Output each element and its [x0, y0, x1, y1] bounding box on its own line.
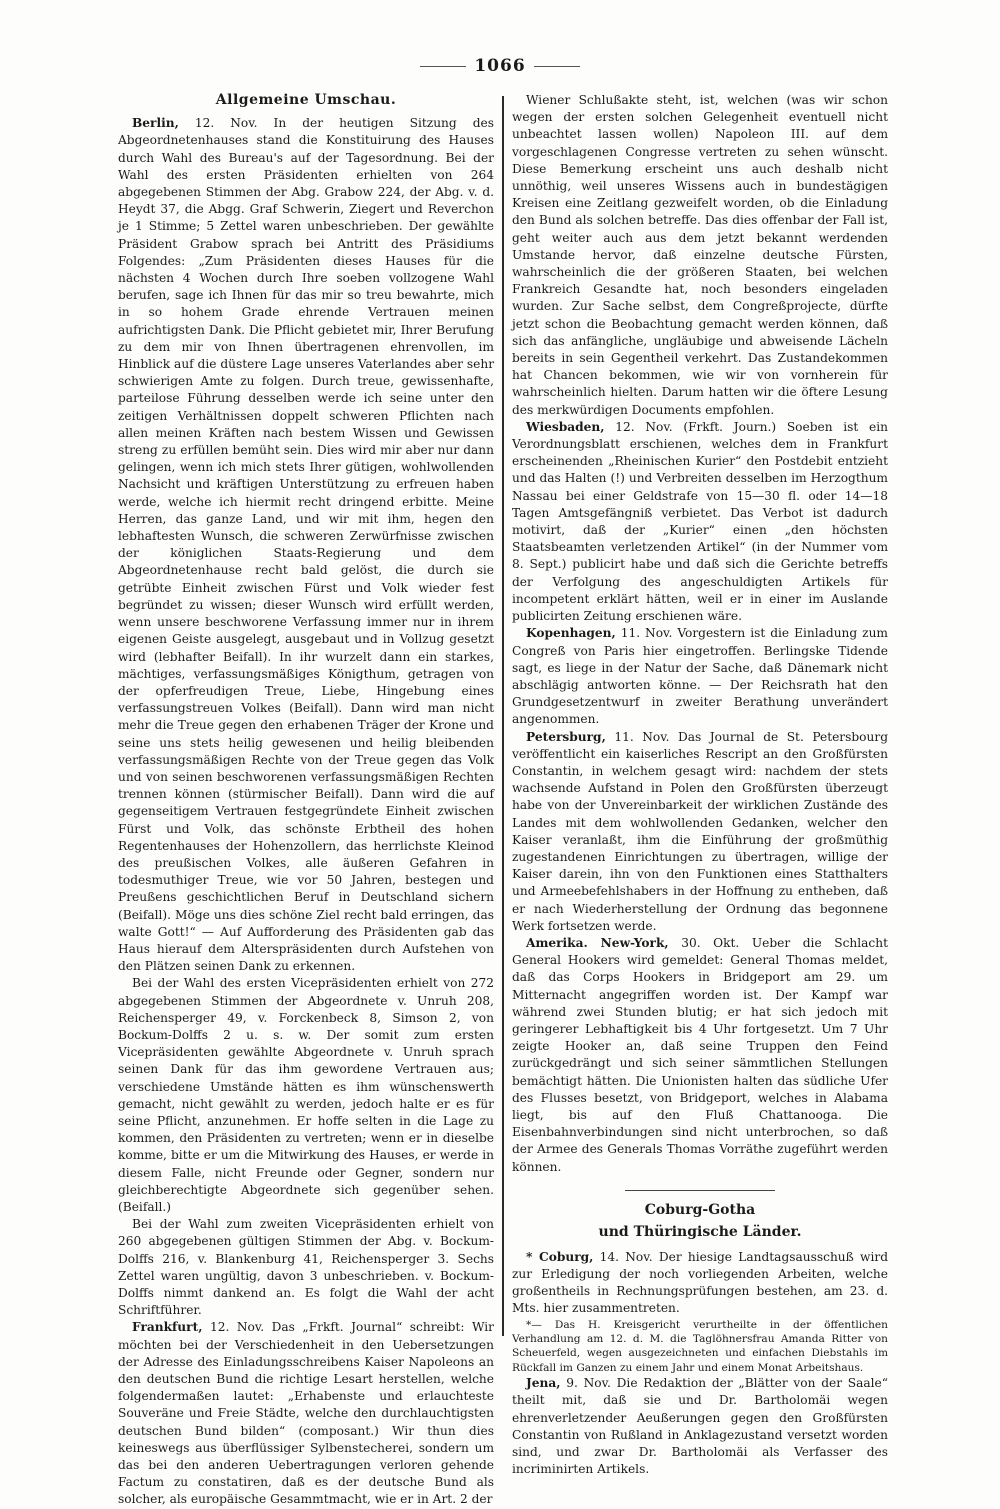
section-divider	[625, 1190, 775, 1191]
dateline: Berlin,	[132, 116, 179, 131]
regional-article-list	[512, 1249, 888, 1479]
paragraph-text: Wiener Schlußakte steht, ist, welchen (was wir schon wegen der ersten solchen Gelegenheit eventuell nicht unbeachtet lassen wollen) Napoleon III. auf dem vorgeschlagenen Congresse vertreten zu sehen wünscht. Diese Bemerkung erscheint uns auch deshalb nicht unnöthig, weil unseres Wissens auch in bundestägigen Kreisen eine Zeitlang gezweifelt worden, ob die Einladung den Bund als solchen betreffe. Das dies offenbar der Fall ist, geht weiter auch aus dem jetzt bekannt werdenden Umstande hervor, daß einzelne deutsche Fürsten, wahrscheinlich die der größeren Staaten, bei welchen Frankreich Gesandte hat, noch besonders eingeladen wurden. Zur Sache selbst, dem Congreßprojecte, dürfte jetzt schon die Beobachtung gemacht werden können, daß sich das anfängliche, ungläubige und abweisende Lächeln bereits in sein Gegentheil verkehrt. Das Zustandekommen hat Chancen bekommen, wie wir von vornherein für wahrscheinlich hielten. Darum hatten wir die öftere Lesung des merkwürdigen Documents empfohlen.	[512, 93, 888, 417]
region-heading-line-2: und Thüringische Länder.	[598, 1223, 802, 1240]
article-paragraph	[512, 92, 888, 419]
article-paragraph	[512, 935, 888, 1176]
column-rule	[502, 96, 504, 1336]
dateline: Petersburg,	[526, 729, 606, 744]
paragraph-text: 11. Nov. Das Journal de St. Petersbourg veröffentlicht ein kaiserliches Rescript an den Großfürsten Constantin, in welchem gesagt wird: nachdem der stets wachsende Aufstand in Polen den Großfürsten überzeugt habe von der Unvereinbarkeit der wirklichen Zustände des Landes mit dem wohlwollenden Gedanken, welcher den Kaiser veranlaßt, ihm die Einführung der großmüthig zugestandenen Einrichtungen zu übertragen, willige der Kaiser darein, ihn von den Funktionen eines Statthalters und Armeebefehlshabers in der Hoffnung zu entheben, daß er nach Wiederherstellung der Ordnung das begonnene Werk fortsetzen werde.	[512, 729, 888, 933]
dateline: Amerika. New-York,	[526, 935, 669, 950]
paragraph-text: 9. Nov. Die Redaktion der „Blätter von der Saale“ theilt mit, daß sie und Dr. Bartholomäi wegen ehrenverletzender Aeußerungen gegen den Großfürsten Constantin von Rußland in Anklagezustand versetzt worden sind, und zwar Dr. Bartholomäi als Verfasser des incriminirten Artikels.	[512, 1376, 888, 1477]
article-paragraph	[512, 419, 888, 625]
section-title: Allgemeine Umschau.	[215, 92, 397, 108]
paragraph-text: 11. Nov. Vorgestern ist die Einladung zum Congreß von Paris hier eingetroffen. Berlingske Tidende sagt, es liege in der Natur der Sache, daß Dänemark nicht abschlägig antworten könne. — Der Reichsrath hat den Grundgesetzentwurf in zweiter Berathung unverändert angenommen.	[512, 626, 888, 727]
dateline: Frankfurt,	[132, 1320, 203, 1335]
article-paragraph	[512, 1318, 888, 1376]
left-column	[118, 92, 495, 1507]
paragraph-text: 12. Nov. In der heutigen Sitzung des Abgeordnetenhauses stand die Konstituirung des Hauses durch Wahl des Bureau's auf der Tagesordnung. Bei der Wahl des ersten Präsidenten erhielten von 264 abgegebenen Stimmen der Abg. Grabow 224, der Abg. v. d. Heydt 37, die Abgg. Graf Schwerin, Ziegert und Reverchon je 1 Stimme; 5 Zettel waren unbeschrieben. Der gewählte Präsident Grabow sprach bei Antritt des Präsidiums Folgendes: „Zum Präsidenten dieses Hauses für die nächsten 4 Wochen durch Ihre soeben vollzogene Wahl berufen, sage ich Ihnen für das mir so treu bewahrte, mich in so hohem Grade ehrende Vertrauen meinen aufrichtigsten Dank. Die Pflicht gebietet mir, Ihrer Berufung zu dem mir von Ihnen übertragenen ehrenvollen, im Hinblick auf die düstere Lage unseres Vaterlandes aber sehr schwierigen Amte zu folgen. Durch treue, gewissenhafte, parteilose Führung desselben werde ich seine unter den zeitigen Verhältnissen doppelt schweren Pflichten nach allen meinen Kräften nach bestem Wissen und Gewissen streng zu erfüllen bemüht sein. Dies wird mir aber nur dann gelingen, wenn ich mich stets Ihrer gütigen, wohlwollenden Nachsicht und kräftigen Unterstützung zu erfreuen haben werde, welche ich hiermit recht dringend erbitte. Meine Herren, das ganze Land, und wir mit ihm, hegen den lebhaftesten Wunsch, die schweren Zerwürfnisse zwischen der königlichen Staats-Regierung und dem Abgeordnetenhause recht bald gelöst, die durch sie getrübte Einheit zwischen Fürst und Volk wieder fest begründet zu wissen; dieser Wunsch wird erfüllt werden, wenn unsere beschworene Verfassung immer nur in ihrem eigenen Geiste ausgelegt, ausgebaut und in Vollzug gesetzt wird (lebhafter Beifall). In ihr wurzelt dann ein starkes, mächtiges, verfassungsmäßiges Königthum, getragen von der opferfreudigen Treue, Liebe, Hingebung eines verfassungstreuen Volkes (Beifall). Dann wird man nicht mehr die Treue gegen den erhabenen Träger der Krone und seine uns stets heilig gewesenen und heilig bleibenden verfassungsmäßigen Rechte von der Treue gegen das Volk und von seinen beschworenen verfassungsmäßigen Rechten trennen können (stürmischer Beifall). Dann wird die auf gegenseitigem Vertrauen festgegründete Einheit zwischen Fürst und Volk, das schönste Erbtheil des hohen Regentenhauses der Hohenzollern, das herrlichste Kleinod des preußischen Volkes, alle äußeren Gefahren in todesmuthiger Treue, wie vor 50 Jahren, bestegen und Preußens geschichtlichen Beruf in Deutschland sichern (Beifall). Möge uns dies schöne Ziel recht bald erringen, das walte Gott!“ — Auf Aufforderung des Präsidenten gab das Haus hierauf dem Alterspräsidenten durch Aufstehen von den Plätzen seinen Dank zu erkennen.	[118, 116, 495, 974]
paragraph-text: Bei der Wahl zum zweiten Vicepräsidenten erhielt von 260 abgegebenen gültigen Stimmen der Abg. v. Bockum-Dolffs 216, v. Blankenburg 41, Reichensperger 3. Sechs Zettel waren ungültig, davon 3 unbeschrieben. v. Bockum-Dolffs nimmt dankend an. Es folgt die Wahl der acht Schriftführer.	[118, 1217, 494, 1318]
right-column	[512, 92, 888, 1477]
region-heading	[512, 1199, 888, 1243]
article-paragraph	[512, 1249, 888, 1318]
region-heading-line-1: Coburg-Gotha	[644, 1201, 756, 1218]
article-paragraph	[118, 115, 494, 975]
dateline: Jena,	[526, 1376, 561, 1391]
paragraph-text: 12. Nov. (Frkft. Journ.) Soeben ist ein Verordnungsblatt erschienen, welches dem in Frankfurt erscheinenden „Rheinischen Kurier“ den Postdebit entzieht und das Halten (!) und Verbreiten desselben im Herzogthum Nassau bei einer Geldstrafe von 15—30 fl. oder 14—18 Tagen Amtsgefängniß verbietet. Das Verbot ist dadurch motivirt, daß der „Kurier“ einen „den höchsten Staatsbeamten verletzenden Artikel“ (in der Nummer vom 8. Sept.) publicirt habe und daß sich die Gerichte betreffs der Verfolgung des angeschuldigten Artikels für incompetent erklärt hätten, weil er in einer im Auslande publicirten Zeitung erschienen wäre.	[512, 419, 888, 624]
right-article-list	[512, 92, 888, 1176]
left-article-list	[118, 115, 494, 1508]
article-paragraph	[118, 975, 494, 1216]
article-paragraph	[118, 1319, 494, 1508]
paragraph-text: Bei der Wahl des ersten Vicepräsidenten erhielt von 272 abgegebenen Stimmen der Abgeordnete v. Unruh 208, Reichensperger 49, v. Forckenbeck 8, Simson 2, von Bockum-Dolffs 2 u. s. w. Der somit zum ersten Vicepräsidenten gewählte Abgeordnete v. Unruh sprach seinen Dank für das ihm gewordene Vertrauen aus; verschiedene Umstände hätten es ihm wünschenswerth gemacht, nicht gewählt zu werden, jedoch halte er es für seine Pflicht, anzunehmen. Er hoffe selten in die Lage zu kommen, den Präsidenten zu vertreten; wenn er in dieselbe komme, bitte er um die Mitwirkung des Hauses, er werde in diesem Falle, nicht Freunde oder Gegner, sondern nur gleichberechtigte Abgeordnete sich gegenüber sehen. (Beifall.)	[118, 976, 494, 1214]
article-paragraph	[512, 729, 888, 935]
paragraph-text: *— Das H. Kreisgericht verurtheilte in der öffentlichen Verhandlung am 12. d. M. die Taglöhnersfrau Amanda Ritter von Scheuerfeld, wegen ausgezeichneten und einfachen Diebstahls im Rückfall im Ganzen zu einem Jahr und einem Monat Arbeitshaus.	[512, 1318, 888, 1374]
article-paragraph	[512, 1375, 888, 1478]
paragraph-text: 12. Nov. Das „Frkft. Journal“ schreibt: Wir möchten bei der Verschiedenheit in den Uebersetzungen der Adresse des Einladungsschreibens Kaiser Napoleons an den deutschen Bund die richtige Lesart herstellen, welche folgendermaßen lautet: „Erhabenste und erlauchteste Souveräne und Freie Städte, welche den durchlauchtigsten deutschen Bund bilden“ (composant.) Wir thun dies keineswegs aus überflüssiger Sylbenstecherei, sondern um das bei den anderen Uebertragungen verloren gehende Factum zu constatiren, daß es der deutsche Bund als solcher, als europäische Gesammtmacht, wie er in Art. 2 der	[118, 1320, 494, 1507]
dateline: Kopenhagen,	[526, 626, 616, 641]
article-paragraph	[512, 625, 888, 728]
paragraph-text: 14. Nov. Der hiesige Landtagsausschuß wird zur Erledigung der noch vorliegenden Arbeiten, welche großentheils in Rechnungsprüfungen bestehen, am 23. d. Mts. hier zusammentreten.	[512, 1249, 888, 1316]
dateline: * Coburg,	[526, 1249, 594, 1264]
article-paragraph	[118, 1216, 494, 1319]
page-number: 1066	[0, 56, 1000, 76]
paragraph-text: 30. Okt. Ueber die Schlacht General Hookers wird gemeldet: General Thomas meldet, daß das Corps Hookers in Bridgeport am 29. um Mitternacht angegriffen worden ist. Der Kampf war während zwei Stunden blutig; er hat sich jedoch mit geringerer Lebhaftigkeit bis 4 Uhr fortgesetzt. Um 7 Uhr zeigte Hooker an, daß seine Truppen den Feind zurückgedrängt und sich seiner sämmtlichen Stellungen bemächtigt hätten. Die Unionisten halten das südliche Ufer des Flusses besetzt, von Bridgeport, welches in Alabama liegt, bis auf den Fluß Chattanooga. Die Eisenbahnverbindungen sind nicht unterbrochen, so daß der Armee des Generals Thomas Vorräthe zugeführt werden können.	[512, 935, 888, 1174]
dateline: Wiesbaden,	[526, 419, 605, 434]
